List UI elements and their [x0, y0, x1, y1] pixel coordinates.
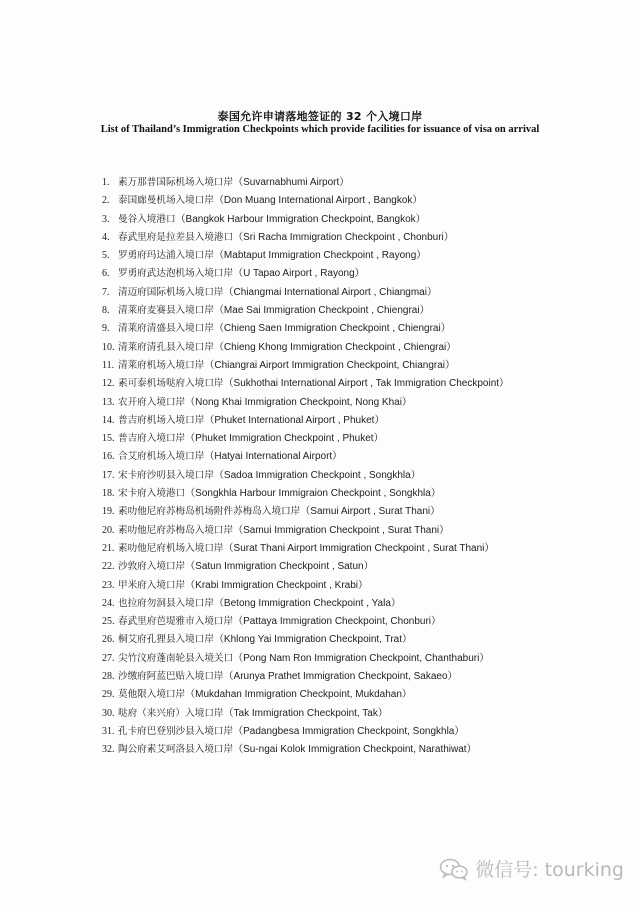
checkpoint-item: [102, 174, 632, 192]
checkpoint-item: [102, 412, 632, 430]
checkpoint-name-chinese: 农开府入境口岸: [118, 396, 186, 408]
checkpoint-name-chinese: 素叻他尼府苏梅岛机场附件苏梅岛入境口岸: [118, 506, 301, 518]
checkpoint-name-chinese: 清莱府清盛县入境口岸: [118, 323, 214, 335]
checkpoint-number: 31.: [102, 725, 115, 737]
checkpoint-item: [102, 577, 632, 595]
checkpoint-name-english: （Su-ngai Kolok Immigration Checkpoint, Narathiwat）: [233, 744, 477, 756]
checkpoint-item: [102, 265, 632, 283]
checkpoint-number: 4.: [102, 231, 110, 243]
checkpoint-number: 17.: [102, 469, 115, 481]
checkpoint-name-chinese: 沙敦府入境口岸: [118, 561, 186, 573]
checkpoint-number: 22.: [102, 561, 115, 573]
checkpoint-item: [102, 430, 632, 448]
checkpoint-name-chinese: 清莱府麦赛县入境口岸: [118, 305, 214, 317]
checkpoint-name-chinese: 素叻他尼府机场入境口岸: [118, 542, 224, 554]
checkpoint-name-chinese: 普吉府入境口岸: [118, 433, 186, 445]
checkpoint-name-chinese: 莫他限入境口岸: [118, 689, 186, 701]
checkpoint-number: 27.: [102, 652, 115, 664]
checkpoint-item: [102, 375, 632, 393]
checkpoint-name-english: （Sukhothai International Airport , Tak Immigration Checkpoint）: [223, 378, 510, 390]
checkpoint-item: [102, 448, 632, 466]
checkpoint-item: [102, 650, 632, 668]
checkpoint-name-english: （Suvarnabhumi Airport）: [233, 177, 350, 188]
checkpoint-name-english: （Chieng Saen Immigration Checkpoint , Chiengrai）: [213, 323, 451, 335]
checkpoint-name-chinese: 陶公府素艾呵洛县入境口岸: [118, 744, 234, 756]
checkpoint-item: [102, 357, 632, 375]
checkpoint-name-english: （Betong Immigration Checkpoint , Yala）: [213, 597, 401, 609]
checkpoint-name-english: （Phuket International Airport , Phuket）: [204, 414, 385, 426]
checkpoint-number: 14.: [102, 414, 115, 426]
watermark-text: 微信号: tourking: [475, 859, 624, 881]
checkpoint-name-chinese: 尖竹汶府蓬南轮县入境关口: [118, 652, 234, 664]
checkpoint-name-english: （Chiangmai International Airport , Chiangmai）: [223, 286, 437, 298]
checkpoint-name-chinese: 沙缴府阿蓝巴贴入境口岸: [118, 671, 224, 683]
checkpoint-item: [102, 229, 632, 247]
checkpoint-number: 15.: [102, 433, 115, 445]
checkpoint-name-chinese: 曼谷入境港口: [118, 213, 176, 225]
checkpoint-name-chinese: 甲米府入境口岸: [118, 579, 186, 591]
checkpoint-item: [102, 741, 632, 759]
document-title-chinese: 泰国允许申请落地签证的 32 个入境口岸: [217, 110, 423, 123]
checkpoint-name-english: （Mae Sai Immigration Checkpoint , Chiengrai）: [213, 305, 430, 317]
checkpoint-name-english: （Samui Airport , Surat Thani）: [300, 506, 441, 518]
checkpoint-item: [102, 247, 632, 265]
checkpoint-name-english: （Satun Immigration Checkpoint , Satun）: [185, 561, 374, 573]
checkpoint-name-chinese: 泰国廊曼机场入境口岸: [118, 195, 214, 207]
checkpoint-item: [102, 723, 632, 741]
checkpoint-name-chinese: 素可泰机场哒府入境口岸: [118, 378, 224, 390]
checkpoint-name-chinese: 素万那普国际机场入境口岸: [118, 177, 234, 188]
checkpoint-name-english: （Tak Immigration Checkpoint, Tak）: [223, 707, 388, 719]
checkpoint-item: [102, 211, 632, 229]
checkpoint-name-english: （Arunya Prathet Immigration Checkpoint, Sakaeo）: [223, 671, 458, 683]
checkpoint-number: 23.: [102, 579, 115, 591]
checkpoint-name-chinese: 哒府（来兴府）入境口岸: [118, 707, 224, 719]
checkpoint-item: [102, 320, 632, 338]
checkpoint-list: [102, 174, 632, 760]
checkpoint-name-english: （Pattaya Immigration Checkpoint, Chonburi）: [233, 616, 441, 628]
checkpoint-number: 26.: [102, 634, 115, 646]
checkpoint-name-chinese: 孔卡府巴登别沙县入境口岸: [118, 725, 234, 737]
checkpoint-name-chinese: 罗勇府武达泡机场入境口岸: [118, 268, 234, 280]
checkpoint-name-chinese: 宋卡府入境港口: [118, 488, 186, 500]
checkpoint-item: [102, 485, 632, 503]
checkpoint-number: 8.: [102, 305, 110, 317]
checkpoint-number: 32.: [102, 744, 115, 756]
checkpoint-item: [102, 631, 632, 649]
checkpoint-name-english: （Songkhla Harbour Immigraion Checkpoint , Songkhla）: [185, 488, 441, 500]
checkpoint-name-english: （Khlong Yai Immigration Checkpoint, Trat）: [213, 634, 412, 646]
checkpoint-number: 21.: [102, 542, 115, 554]
checkpoint-number: 3.: [102, 213, 110, 225]
checkpoint-item: [102, 284, 632, 302]
checkpoint-name-english: （Surat Thani Airport Immigration Checkpoint , Surat Thani）: [223, 542, 495, 554]
checkpoint-number: 7.: [102, 286, 110, 298]
checkpoint-name-english: （Phuket Immigration Checkpoint , Phuket）: [185, 433, 384, 445]
checkpoint-number: 2.: [102, 195, 110, 207]
checkpoint-item: [102, 192, 632, 210]
checkpoint-name-chinese: 清莱府清孔县入境口岸: [118, 341, 214, 353]
checkpoint-item: [102, 686, 632, 704]
checkpoint-name-english: （Sri Racha Immigration Checkpoint , Chonburi）: [233, 231, 454, 243]
checkpoint-number: 19.: [102, 506, 115, 518]
checkpoint-name-english: （Pong Nam Ron Immigration Checkpoint, Chanthaburi）: [233, 652, 490, 664]
wechat-icon: [439, 857, 469, 881]
checkpoint-item: [102, 595, 632, 613]
checkpoint-name-english: （Bangkok Harbour Immigration Checkpoint, Bangkok）: [175, 213, 426, 225]
checkpoint-name-english: （Padangbesa Immigration Checkpoint, Songkhla）: [233, 725, 465, 737]
checkpoint-number: 20.: [102, 524, 115, 536]
checkpoint-item: [102, 339, 632, 357]
checkpoint-number: 5.: [102, 250, 110, 262]
checkpoint-name-chinese: 普吉府机场入境口岸: [118, 414, 205, 426]
document-title-english: List of Thailand’s Immigration Checkpoints which provide facilities for issuance of visa on arrival: [100, 124, 540, 135]
checkpoint-number: 30.: [102, 707, 115, 719]
checkpoint-item: [102, 558, 632, 576]
checkpoint-name-english: （U Tapao Airport , Rayong）: [233, 268, 365, 280]
checkpoint-item: [102, 467, 632, 485]
checkpoint-name-chinese: 合艾府机场入境口岸: [118, 451, 205, 463]
checkpoint-item: [102, 394, 632, 412]
checkpoint-name-english: （Sadoa Immigration Checkpoint , Songkhla）: [213, 469, 421, 481]
checkpoint-number: 6.: [102, 268, 110, 280]
checkpoint-number: 25.: [102, 616, 115, 628]
checkpoint-name-chinese: 宋卡府沙叨县入境口岸: [118, 469, 214, 481]
checkpoint-item: [102, 668, 632, 686]
checkpoint-name-english: （Chiangrai Airport Immigration Checkpoint, Chiangrai）: [204, 359, 456, 371]
checkpoint-number: 28.: [102, 671, 115, 683]
checkpoint-name-english: （Nong Khai Immigration Checkpoint, Nong Khai）: [185, 396, 412, 408]
checkpoint-number: 16.: [102, 451, 115, 463]
checkpoint-name-english: （Hatyai International Airport）: [204, 451, 343, 463]
checkpoint-item: [102, 705, 632, 723]
checkpoint-name-chinese: 春武里府是拉差县入境港口: [118, 231, 234, 243]
checkpoint-name-chinese: 桐艾府孔狸县入境口岸: [118, 634, 214, 646]
checkpoint-name-english: （Chieng Khong Immigration Checkpoint , Chiengrai）: [213, 341, 457, 353]
checkpoint-name-english: （Mabtaput Immigration Checkpoint , Rayong）: [213, 250, 427, 262]
wechat-watermark: [439, 855, 624, 882]
checkpoint-number: 13.: [102, 396, 115, 408]
checkpoint-item: [102, 540, 632, 558]
checkpoint-name-chinese: 春武里府芭堤雅市入境口岸: [118, 616, 234, 628]
checkpoint-number: 18.: [102, 488, 115, 500]
checkpoint-name-english: （Don Muang International Airport , Bangkok）: [213, 195, 423, 207]
checkpoint-name-english: （Krabi Immigration Checkpoint , Krabi）: [185, 579, 369, 591]
checkpoint-name-chinese: 也拉府勿洞县入境口岸: [118, 597, 214, 609]
checkpoint-number: 9.: [102, 323, 110, 335]
checkpoint-name-english: （Samui Immigration Checkpoint , Surat Thani）: [233, 524, 450, 536]
checkpoint-item: [102, 613, 632, 631]
checkpoint-name-chinese: 清迈府国际机场入境口岸: [118, 286, 224, 298]
checkpoint-name-english: （Mukdahan Immigration Checkpoint, Mukdahan）: [185, 689, 412, 701]
checkpoint-name-chinese: 清莱府机场入境口岸: [118, 359, 205, 371]
checkpoint-item: [102, 503, 632, 521]
checkpoint-number: 10.: [102, 341, 115, 353]
checkpoint-item: [102, 302, 632, 320]
checkpoint-name-chinese: 罗勇府玛达浦入境口岸: [118, 250, 214, 262]
checkpoint-number: 11.: [102, 359, 115, 371]
checkpoint-item: [102, 522, 632, 540]
checkpoint-name-chinese: 素叻他尼府苏梅岛入境口岸: [118, 524, 234, 536]
checkpoint-number: 29.: [102, 689, 115, 701]
checkpoint-number: 12.: [102, 378, 115, 390]
checkpoint-number: 1.: [102, 177, 110, 188]
checkpoint-number: 24.: [102, 597, 115, 609]
